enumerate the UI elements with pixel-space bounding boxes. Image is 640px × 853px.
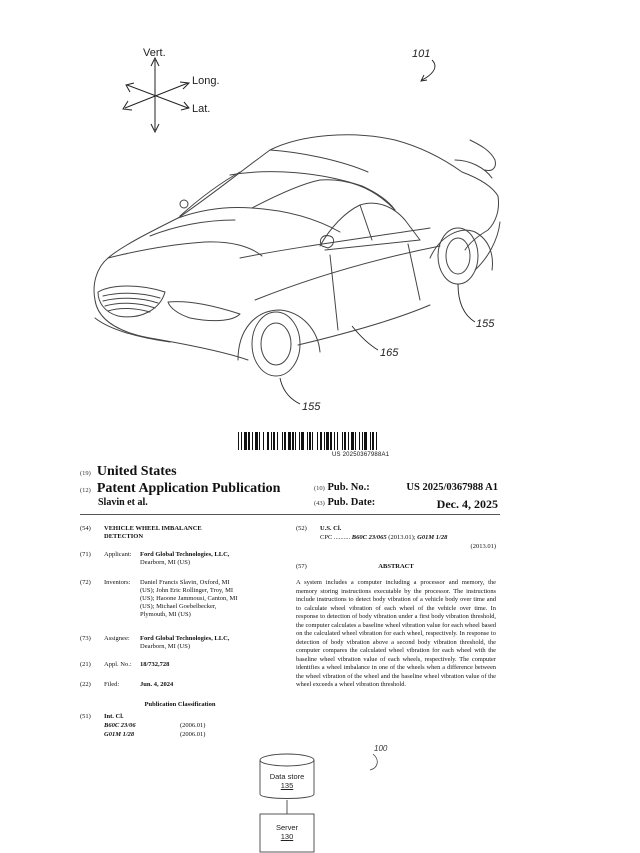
us-cl-label: U.S. Cl. <box>320 525 342 532</box>
code-22: (22) <box>80 681 91 688</box>
barcode-bar <box>273 432 275 450</box>
applicant-value <box>140 551 229 567</box>
barcode-bar <box>288 432 291 450</box>
abstract-text: A system includes a computer including a processor and memory, the memory storing instructions executable by the processor. The instructions include instructions to detect body vibration of a vehicle body over time and to calculate wheel vibration of each wheel of the vehicle over time. In response to detection of body vibration under a first body vibration threshold, the computer calculates a baseline wheel vibration value for each wheel based on the calculated wheel vibration for each wheel, respectively. In response to detection of body vibration above a second body vibration threshold, the computer compares the calculated wheel vibration for each wheel with the baseline wheel vibration value of each wheels, respectively. The computer identifies a wheel imbalance in one of the wheels when a difference between the wheel vibration of the wheel and the baseline wheel vibration value of the wheel exceeds a wheel vibration threshold. <box>296 579 496 688</box>
barcode-bar <box>277 432 278 450</box>
barcode-bar <box>330 432 332 450</box>
cpc-1: B60C 23/065 <box>351 534 387 541</box>
header-rule <box>80 514 500 515</box>
barcode-bar <box>362 432 363 450</box>
inventors-block <box>80 579 280 627</box>
inventor-line: (US); Haoone Jammousi, Canton, MI <box>140 595 238 602</box>
assignee-block <box>80 635 280 657</box>
code-10: (10) <box>314 485 325 492</box>
car-drawing <box>94 135 500 376</box>
country-name: United States <box>96 464 177 479</box>
code-43: (43) <box>314 500 325 507</box>
axis-vert-label: Vert. <box>143 47 166 59</box>
barcode-bar <box>292 432 294 450</box>
barcode-bar <box>355 432 356 450</box>
cpc-label: CPC <box>320 534 333 541</box>
barcode-bar <box>284 432 286 450</box>
data-store-text: Data store <box>269 772 305 781</box>
abstract-heading-row <box>296 563 496 573</box>
title-line-1: VEHICLE WHEEL IMBALANCE <box>104 525 202 532</box>
axis-long-label: Long. <box>192 75 220 87</box>
abstract-heading: ABSTRACT <box>378 563 414 570</box>
int-cl-2: G01M 1/28 <box>104 731 135 738</box>
barcode-bar <box>299 432 300 450</box>
barcode-bar <box>309 432 311 450</box>
appl-number: 18/732,728 <box>140 661 170 668</box>
axis-lat-label: Lat. <box>192 103 211 115</box>
barcode-bar <box>351 432 354 450</box>
barcode-number: US 20250367988A1 <box>332 452 390 458</box>
cpc-line <box>320 534 496 542</box>
barcode-bar <box>295 432 296 450</box>
code-19: (19) <box>80 470 91 477</box>
inventor-line: (US); Michael Goebelbecker, <box>140 603 217 610</box>
int-cl-1-date: (2006.01) <box>180 722 206 729</box>
applicant-label: Applicant: <box>104 551 132 558</box>
barcode-bar <box>244 432 247 450</box>
int-cl-label: Int. Cl. <box>104 713 124 720</box>
code-12: (12) <box>80 487 91 494</box>
appl-label: Appl. No.: <box>104 661 132 668</box>
ref-155-rear-leader <box>458 284 475 322</box>
publication-type: Patent Application Publication <box>96 481 281 496</box>
ref-155-front-leader <box>280 378 300 404</box>
barcode-bar <box>342 432 343 450</box>
barcode-bar <box>255 432 258 450</box>
title-line-2: DETECTION <box>104 533 144 540</box>
server-label <box>260 823 314 841</box>
right-column <box>296 525 496 690</box>
pub-date-label: Pub. Date: <box>327 497 376 508</box>
filed-label: Filed: <box>104 681 120 688</box>
assignee-name: Ford Global Technologies, LLC, <box>140 635 230 642</box>
barcode-bar <box>364 432 367 450</box>
barcode-bar <box>359 432 360 450</box>
inventor-line: Plymouth, MI (US) <box>140 611 191 618</box>
pub-date: Dec. 4, 2025 <box>436 497 498 511</box>
pub-number: US 2025/0367988 A1 <box>406 482 498 493</box>
pub-class-heading: Publication Classification <box>144 701 216 708</box>
barcode-bar <box>307 432 308 450</box>
assignee-location: Dearborn, MI (US) <box>140 643 191 650</box>
assignee-label: Assignee: <box>104 635 130 642</box>
server-ref: 130 <box>280 832 294 841</box>
ref-100-leader <box>370 754 377 770</box>
cpc-2: G01M 1/28 <box>417 534 448 541</box>
cpc-2-date: (2013.01) <box>470 543 496 550</box>
barcode-bar <box>312 432 313 450</box>
ref-100: 100 <box>374 744 388 753</box>
barcode-bar <box>320 432 322 450</box>
pub-date-row <box>314 497 498 512</box>
applicant-name: Ford Global Technologies, LLC, <box>140 551 230 558</box>
server-text: Server <box>275 823 299 832</box>
inventor-short: Slavin et al. <box>98 497 148 508</box>
code-54: (54) <box>80 525 91 532</box>
barcode-bar <box>370 432 371 450</box>
barcode-bar <box>248 432 250 450</box>
inventor-line: Daniel Francis Slavin, Oxford, MI <box>140 579 230 586</box>
barcode-bar <box>324 432 325 450</box>
barcode-bar <box>348 432 349 450</box>
barcode-bar <box>263 432 264 450</box>
ref-101: 101 <box>412 48 431 60</box>
barcode-bar <box>271 432 272 450</box>
barcode-bar <box>372 432 374 450</box>
code-72: (72) <box>80 579 91 586</box>
inventor-line: (US); John Eric Rollinger, Troy, MI <box>140 587 234 594</box>
ref-101-leader <box>422 60 435 80</box>
title-block <box>80 525 280 545</box>
data-store-label <box>260 772 314 790</box>
appl-no-block <box>80 661 280 671</box>
barcode-bar <box>317 432 318 450</box>
ref-165: 165 <box>380 347 399 359</box>
pub-number-label: Pub. No.: <box>327 482 370 493</box>
filed-block <box>80 681 280 691</box>
header-country-row <box>80 462 177 480</box>
left-column <box>80 525 280 743</box>
barcode-bar <box>376 432 377 450</box>
header-pubtype-row <box>80 479 280 497</box>
cpc-1-date: (2013.01); <box>388 534 416 541</box>
axis-triad <box>123 58 189 132</box>
invention-title <box>104 525 202 541</box>
ref-155-rear: 155 <box>476 318 495 330</box>
ref-155-front: 155 <box>302 401 321 413</box>
barcode-bar <box>326 432 329 450</box>
int-cl-1: B60C 23/06 <box>104 722 136 729</box>
barcode-bar <box>282 432 283 450</box>
filed-date: Jun. 4, 2024 <box>140 681 174 688</box>
code-73: (73) <box>80 635 91 642</box>
inventors-list <box>140 579 238 619</box>
applicant-block <box>80 551 280 577</box>
cpc-dots: .......... <box>333 534 351 541</box>
barcode <box>238 432 496 450</box>
barcode-bar <box>301 432 304 450</box>
barcode-bar <box>252 432 253 450</box>
code-52: (52) <box>296 525 307 532</box>
applicant-location: Dearborn, MI (US) <box>140 559 191 566</box>
pub-number-row <box>314 482 498 493</box>
barcode-bar <box>337 432 338 450</box>
barcode-bar <box>267 432 269 450</box>
code-51: (51) <box>80 713 91 720</box>
int-cl-2-date: (2006.01) <box>180 731 206 738</box>
us-cl-block <box>296 525 496 553</box>
int-cl-block <box>80 713 280 743</box>
code-21: (21) <box>80 661 91 668</box>
data-store-ref: 135 <box>280 781 294 790</box>
assignee-value <box>140 635 229 651</box>
code-57: (57) <box>296 563 307 570</box>
barcode-bar <box>259 432 260 450</box>
barcode-bar <box>334 432 335 450</box>
barcode-bar <box>238 432 239 450</box>
barcode-bar <box>344 432 346 450</box>
code-71: (71) <box>80 551 91 558</box>
barcode-bar <box>241 432 242 450</box>
inventors-label: Inventors: <box>104 579 131 586</box>
